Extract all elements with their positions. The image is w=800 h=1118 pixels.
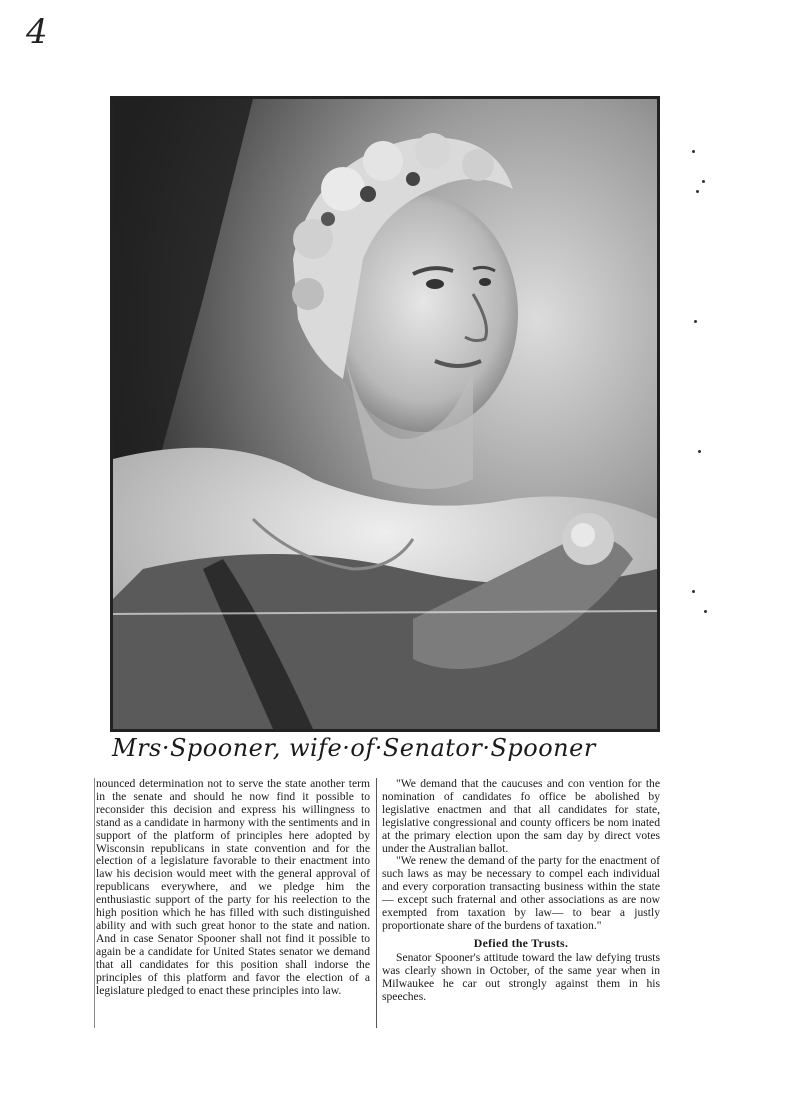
article-left-column	[96, 778, 370, 997]
article-subhead: Defied the Trusts.	[473, 935, 569, 950]
article-paragraph: nounced determination not to serve the state another term in the senate and should he now find it possible to reconsider this decision and express his willingness to stand as a candidate in harmony with the sentiments and in support of the platform of principles here adopted by Wisconsin republicans in state convention and for the election of a legislature favorable to their enactment into law his decision would meet with the general approval of republicans everywhere, and we pledge him the enthusiastic support of the party for his reelection to the high position which he has filled with such distinguished ability and with such great honor to the state and nation. And in case Senator Spooner shall not find it possible to again be a candidate for United States senator we demand that all candidates for this position shall indorse the principles of this platform and favor the election of a legislature pledged to enact these principles into law.	[96, 777, 370, 997]
article-paragraph: "We renew the demand of the party for the enactment of such laws as may be necessary to compel each individual and every corporation transacting business within the state— except such fraternal and other associations as are now exempted from taxation by law— to bear a justly proportionate share of the burdens of taxation."	[382, 854, 660, 932]
page-number: 4	[26, 12, 48, 52]
margin-specks	[690, 150, 710, 620]
article-paragraph: "We demand that the caucuses and con vention for the nomination of candidates fo office be abolished by legislative enactmen and that all candidates for state, legislative congressional and county officers be nom inated at the primary election upon the sam day by direct votes under the Australian ballot.	[382, 777, 660, 855]
column-rule-left	[94, 778, 95, 1028]
article-paragraph: Senator Spooner's attitude toward the law defying trusts was clearly shown in October, of the same year when in Milwaukee he car out strongly against them in his speeches.	[382, 950, 660, 1003]
column-divider	[376, 778, 377, 1028]
portrait-photo	[110, 96, 660, 732]
article-body	[96, 778, 666, 1038]
article-right-column	[382, 778, 660, 1003]
photo-caption: Mrs·Spooner, wife·of·Senator·Spooner	[112, 734, 596, 762]
